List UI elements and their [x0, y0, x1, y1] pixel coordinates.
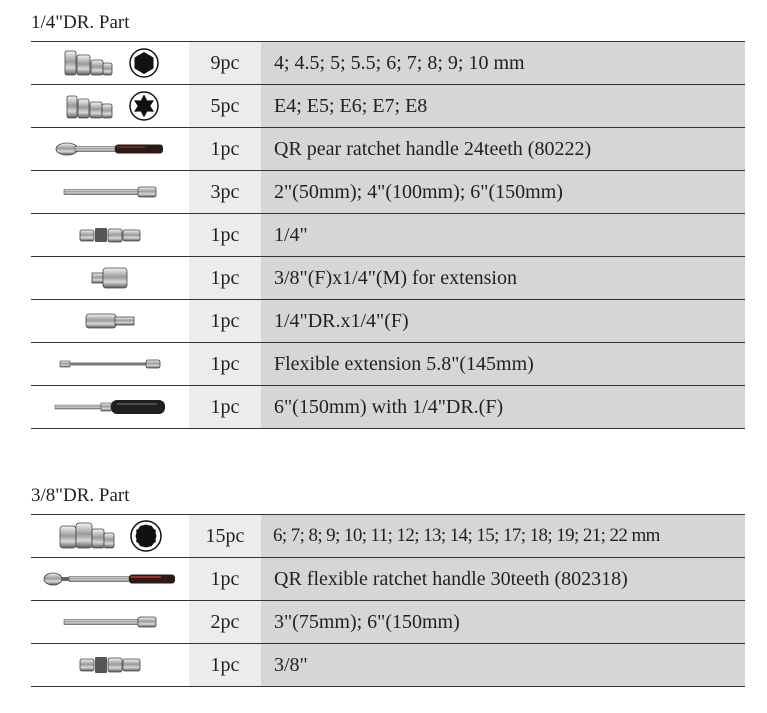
item-image — [31, 515, 189, 557]
description-cell: QR flexible ratchet handle 30teeth (802318) — [261, 558, 745, 600]
table-row — [31, 343, 745, 386]
table-row — [31, 42, 745, 85]
spinner-handle-icon — [53, 397, 167, 417]
description-cell: QR pear ratchet handle 24teeth (80222) — [261, 128, 745, 170]
item-image — [31, 214, 189, 256]
universal-joint-icon — [78, 225, 142, 245]
extension-bar-icon — [62, 615, 158, 629]
item-image — [31, 300, 189, 342]
twelve-point-socket-set-icon — [58, 520, 116, 552]
quantity-cell: 1pc — [189, 644, 261, 686]
table-row — [31, 644, 745, 687]
quantity-cell: 1pc — [189, 300, 261, 342]
item-image — [31, 85, 189, 127]
description-cell: 4; 4.5; 5; 5.5; 6; 7; 8; 9; 10 mm — [261, 42, 745, 84]
hex-profile-icon — [129, 48, 159, 78]
description-cell: 1/4" — [261, 214, 745, 256]
hex-socket-set-icon — [61, 48, 115, 78]
quantity-cell: 5pc — [189, 85, 261, 127]
item-image — [31, 386, 189, 428]
description-cell: 6; 7; 8; 9; 10; 11; 12; 13; 14; 15; 17; 18; 19; 21; 22 mm — [261, 515, 745, 557]
flexible-extension-icon — [58, 357, 162, 371]
table-row — [31, 386, 745, 429]
item-image — [31, 644, 189, 686]
table-row — [31, 171, 745, 214]
quantity-cell: 15pc — [189, 515, 261, 557]
parts-table-quarter-inch — [31, 41, 745, 429]
table-row — [31, 601, 745, 644]
quantity-cell: 1pc — [189, 128, 261, 170]
item-image — [31, 343, 189, 385]
extension-bar-icon — [62, 185, 158, 199]
item-image — [31, 171, 189, 213]
description-cell: 3"(75mm); 6"(150mm) — [261, 601, 745, 643]
quantity-cell: 1pc — [189, 257, 261, 299]
adapter-icon — [90, 265, 130, 291]
description-cell: E4; E5; E6; E7; E8 — [261, 85, 745, 127]
section-title-quarter-inch: 1/4"DR. Part — [31, 12, 130, 33]
quantity-cell: 2pc — [189, 601, 261, 643]
table-row — [31, 214, 745, 257]
section-title-three-eighths-inch: 3/8"DR. Part — [31, 485, 130, 506]
pear-ratchet-handle-icon — [55, 139, 165, 159]
twelve-point-profile-icon — [130, 520, 162, 552]
description-cell: 3/8" — [261, 644, 745, 686]
quantity-cell: 1pc — [189, 558, 261, 600]
quantity-cell: 1pc — [189, 343, 261, 385]
description-cell: 2"(50mm); 4"(100mm); 6"(150mm) — [261, 171, 745, 213]
quantity-cell: 1pc — [189, 386, 261, 428]
item-image — [31, 558, 189, 600]
quantity-cell: 3pc — [189, 171, 261, 213]
table-row — [31, 300, 745, 343]
description-cell: 1/4"DR.x1/4"(F) — [261, 300, 745, 342]
parts-table-three-eighths-inch — [31, 514, 745, 687]
flexible-ratchet-handle-icon — [43, 569, 177, 589]
torx-star-profile-icon — [129, 91, 159, 121]
description-cell: 6"(150mm) with 1/4"DR.(F) — [261, 386, 745, 428]
table-row — [31, 558, 745, 601]
description-cell: 3/8"(F)x1/4"(M) for extension — [261, 257, 745, 299]
item-image — [31, 42, 189, 84]
bit-adapter-icon — [84, 310, 136, 332]
table-row — [31, 515, 745, 558]
item-image — [31, 601, 189, 643]
table-row — [31, 85, 745, 128]
description-cell: Flexible extension 5.8"(145mm) — [261, 343, 745, 385]
item-image — [31, 257, 189, 299]
table-row — [31, 128, 745, 171]
e-torx-socket-set-icon — [61, 91, 115, 121]
quantity-cell: 9pc — [189, 42, 261, 84]
item-image — [31, 128, 189, 170]
universal-joint-icon — [78, 654, 142, 676]
quantity-cell: 1pc — [189, 214, 261, 256]
table-row — [31, 257, 745, 300]
